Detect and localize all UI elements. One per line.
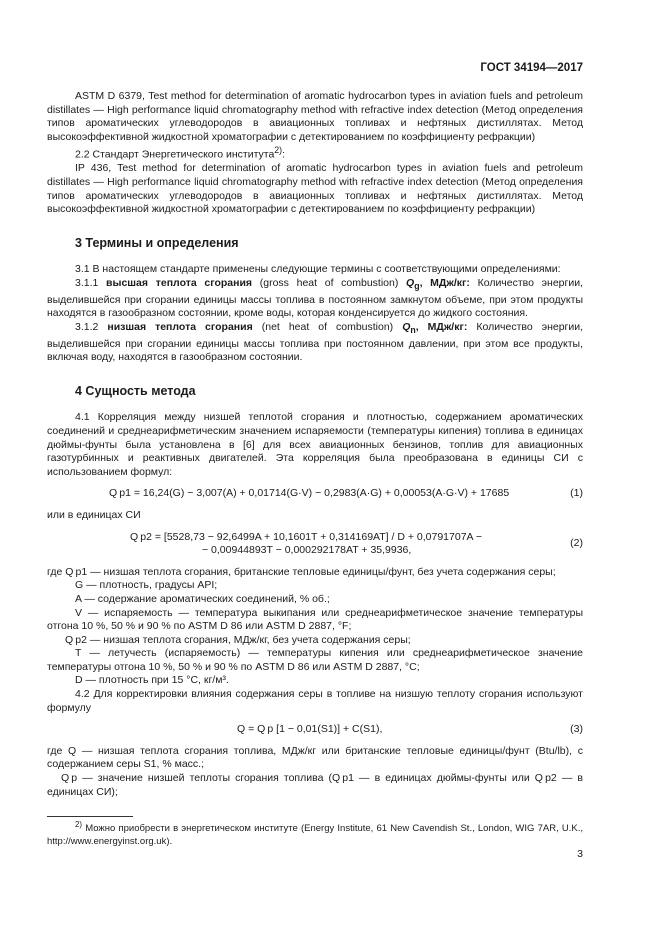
section-3-title: 3 Термины и определения	[75, 235, 239, 250]
formula-1-number: (1)	[570, 487, 583, 500]
formula-3-expression: Q = Q p [1 − 0,01(S1)] + C(S1),	[237, 723, 383, 736]
formula-definitions	[47, 566, 583, 688]
definition-item: V — испаряемость — температура выкипания или среднеарифметическое значение температуры отгона 10 %, 50 % и 90 % по ASTM D 86 или ASTM D 2887, °F;	[47, 606, 583, 633]
footnote	[47, 816, 583, 848]
footnote-mark: 2)	[75, 820, 83, 829]
section-4-2-text: 4.2 Для корректировки влияния содержания серы в топливе на низшую теплоту сгорания используют формулу	[47, 688, 583, 714]
formula-3	[47, 723, 583, 737]
definition-item: Q p2 — низшая теплота сгорания, МДж/кг, без учета содержания серы;	[65, 633, 411, 646]
reference-ip436: IP 436, Test method for determination of aromatic hydrocarbon types in aviation fuels and petroleum distillates — High performance liquid chromatography method with refractive index detection (Метод определения типов ароматических углеводородов в авиационных топливах и нефтяных дистиллятах. Метод высокоэффективной жидкостной хроматографии с детектированием по коэффициенту рефракции)	[47, 162, 583, 216]
si-units-label: или в единицах СИ	[47, 508, 141, 521]
definition-item: где Q p1 — низшая теплота сгорания, британские тепловые единицы/фунт, без учета содержания серы;	[47, 565, 556, 578]
formula-1	[47, 487, 583, 501]
section-3-intro: 3.1 В настоящем стандарте применены следующие термины с соответствующими определениями:	[75, 263, 561, 276]
term-name: низшая теплота сгорания	[107, 320, 253, 333]
definition-item: Q p — значение низшей теплоты сгорания топлива (Q p1 — в единицах дюймы-фунты или Q p2 — в единицах СИ);	[47, 772, 583, 798]
page-content	[47, 90, 583, 799]
section-4-title: 4 Сущность метода	[75, 383, 196, 398]
formula-2-line-1: Q p2 = [5528,73 − 92,6499A + 10,1601T + 0,314169AT] / D + 0,0791707A −	[130, 530, 483, 543]
footnote-text: Можно приобрести в энергетическом институте (Energy Institute, 61 New Cavendish St., London, WIG 7AR, U.K., http://www.energyinst.org.uk).	[47, 823, 583, 847]
definition-item: D — плотность при 15 °C, кг/м³.	[75, 674, 229, 687]
section-4-1-text: 4.1 Корреляция между низшей теплотой сгорания и плотностью, содержанием ароматических соединений и среднеарифметическим значением испаряемости (температуры кипения) топлива в единицах дюймы-фунты была установлена в [6] для всех авиационных бензинов, топлив для авиационных газотурбинных и реактивных двигателей. Эта корреляция была преобразована в единицы СИ с использованием формул:	[47, 411, 583, 478]
term-net-heat: 3.1.2 низшая теплота сгорания (net heat of combustion) $Q_n$, МДж/кг: Количество энергии, выделившейся при сгорании единицы массы топлива при постоянном давлении, при этом все продукты, включая воду, находятся в газообразном состоянии.	[47, 320, 584, 364]
term-gross-heat: 3.1.1 высшая теплота сгорания (gross heat of combustion) $Q_g$, МДж/кг: Количество энергии, выделившейся при сгорании единицы массы топлива в постоянном замкнутом объеме, при этом продукты находятся в газообразном состоянии, кроме воды, которая конденсируется до жидкого состояния.	[47, 277, 583, 320]
standard-header: ГОСТ 34194—2017	[480, 62, 583, 74]
formula-2	[47, 531, 583, 558]
page-number: 3	[577, 848, 583, 860]
footnote-divider	[47, 816, 133, 817]
reference-astm-d6379: ASTM D 6379, Test method for determination of aromatic hydrocarbon types in aviation fuels and petroleum distillates — High performance liquid chromatography method with refractive index detection (Метод определения типов ароматических углеводородов в авиационных топливах и нефтяных дистиллятах. Метод высокоэффективной жидкостной хроматографии с детектированием по коэффициенту рефракции)	[47, 90, 583, 143]
definition-item: A — содержание ароматических соединений, % об.;	[75, 592, 330, 605]
formula-2-line-2: − 0,00944893T − 0,000292178AT + 35,9936,	[202, 544, 412, 557]
reference-ei-standard: 2.2 Стандарт Энергетического института$^{2)}$:	[75, 145, 285, 161]
definition-item: где Q — низшая теплота сгорания топлива, МДж/кг или британские тепловые единицы/фунт (Btu/lb), с содержанием серы S1, % масс.;	[47, 744, 583, 771]
term-definition: Количество энергии, выделившейся при сгорании единицы массы топлива в постоянном замкнутом объеме, при этом продукты находятся в газообразном состоянии, кроме воды, которая конденсируется до жидкого состояния.	[47, 277, 583, 320]
definition-item: T — летучесть (испаряемость) — температуры кипения или среднеарифметическое значение температуры отгона 10 %, 50 % и 90 % по ASTM D 86 или ASTM D 2887, °C;	[47, 647, 583, 673]
formula-3-number: (3)	[570, 723, 583, 736]
ei-standard-text: 2.2 Стандарт Энергетического института	[75, 148, 275, 161]
term-definition: Количество энергии, выделившейся при сгорании единицы массы топлива при постоянном давлении, при этом все продукты, включая воду, находятся в газообразном состоянии.	[47, 320, 584, 364]
formula-1-expression: Q p1 = 16,24(G) − 3,007(A) + 0,01714(G·V) − 0,2983(A·G) + 0,00053(A·G·V) + 17685	[109, 487, 510, 500]
footnote-mark: 2)	[274, 145, 283, 156]
definition-item: G — плотность, градусы API;	[75, 579, 218, 592]
term-name: высшая теплота сгорания	[106, 277, 253, 290]
formula-2-number: (2)	[570, 536, 583, 549]
